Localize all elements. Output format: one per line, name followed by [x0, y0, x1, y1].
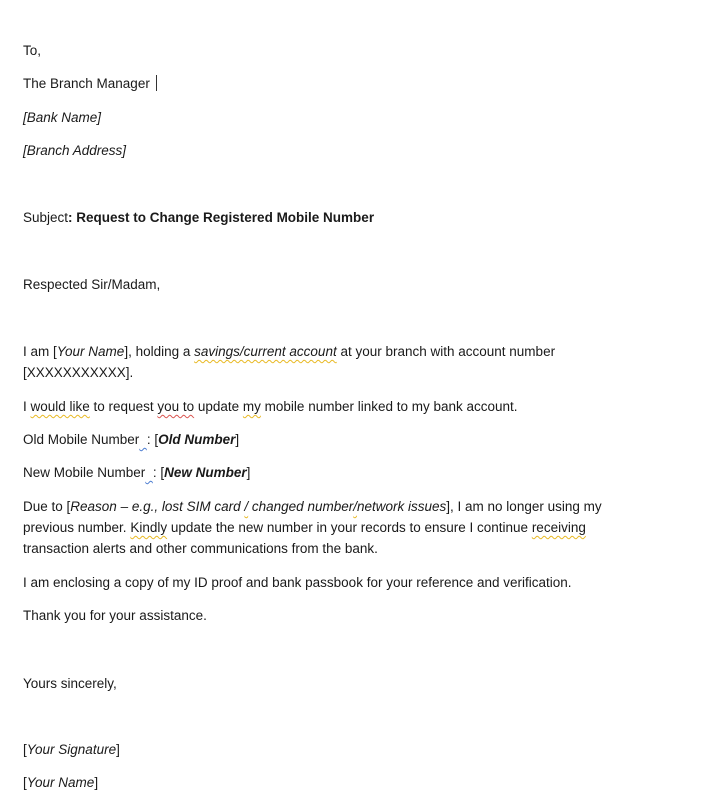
signature-close: ] [116, 742, 120, 757]
account-type-placeholder: savings/current account [194, 344, 337, 359]
text-cursor [156, 75, 157, 91]
new-mobile-number-line [23, 462, 250, 483]
old-number-placeholder: Old Number [158, 432, 236, 447]
subject-text: : Request to Change Registered Mobile Number [68, 210, 375, 225]
p3-receiving: receiving [531, 520, 586, 535]
signature-open: [ [23, 742, 27, 757]
to-line [23, 40, 41, 61]
paragraph-4 [23, 572, 572, 593]
closing-line [23, 673, 117, 694]
p3-text-a: Due to [ [23, 499, 71, 514]
paragraph-5 [23, 605, 207, 626]
name-close: ] [94, 775, 99, 790]
to-text: To, [23, 43, 42, 58]
new-number-close: ] [246, 465, 251, 480]
name-line [23, 772, 98, 793]
signature-placeholder: Your Signature [26, 742, 117, 757]
old-mobile-number-line [23, 429, 239, 450]
recipient-text: The Branch Manager [23, 76, 150, 91]
subject-line [23, 207, 374, 228]
subject-label: Subject [23, 210, 69, 225]
old-number-label: Old Mobile Number [23, 432, 140, 447]
p4-text: I am enclosing a copy of my ID proof and bank passbook for your reference and verification. [23, 575, 572, 590]
reason-slash-2: / [353, 499, 357, 514]
old-number-close: ] [235, 432, 240, 447]
signature-line [23, 739, 120, 760]
reason-placeholder-c: network issues [356, 499, 447, 514]
new-number-placeholder: New Number [164, 465, 247, 480]
new-number-label: New Mobile Number [23, 465, 146, 480]
your-name-placeholder: Your Name [56, 344, 125, 359]
p3-text-e: transaction alerts and other communications from the bank. [23, 541, 378, 556]
p2-text-a: I [23, 399, 31, 414]
name-placeholder: Your Name [26, 775, 95, 790]
paragraph-3-line-1 [23, 496, 602, 517]
p1-text-b: ], holding a [124, 344, 195, 359]
paragraph-3-line-3 [23, 538, 378, 559]
branch-address-line [23, 140, 126, 161]
p2-text-c: update [194, 399, 243, 414]
reason-placeholder-b: changed number [248, 499, 354, 514]
old-number-space [139, 432, 147, 447]
new-number-open: [ [156, 465, 165, 480]
new-number-space [145, 465, 153, 480]
closing-text: Yours sincerely, [23, 676, 117, 691]
account-number-placeholder: [XXXXXXXXXXX]. [23, 365, 134, 380]
recipient-line [23, 73, 157, 94]
p2-would-like: would like [30, 399, 90, 414]
paragraph-3-line-2 [23, 517, 586, 538]
p2-text-b: to request [89, 399, 158, 414]
p3-text-c: previous number. [23, 520, 131, 535]
p3-text-d: update the new number in your records to ensure I continue [167, 520, 532, 535]
p3-text-b: ], I am no longer using my [446, 499, 602, 514]
reason-slash-1: / [244, 499, 249, 514]
name-open: [ [23, 775, 27, 790]
new-number-colon: : [152, 465, 157, 480]
p1-text-a: I am [ [23, 344, 57, 359]
old-number-colon: : [146, 432, 151, 447]
bank-name-placeholder: [Bank Name] [23, 110, 102, 125]
p5-text: Thank you for your assistance. [23, 608, 207, 623]
paragraph-1-line-2 [23, 362, 133, 383]
salutation-line [23, 274, 160, 295]
bank-name-line [23, 107, 101, 128]
p2-text-d: mobile number linked to my bank account. [260, 399, 518, 414]
p2-my: my [242, 399, 261, 414]
branch-address-placeholder: [Branch Address] [23, 143, 127, 158]
salutation-text: Respected Sir/Madam, [23, 277, 161, 292]
p3-kindly: Kindly [130, 520, 168, 535]
reason-placeholder-a: Reason – e.g., lost SIM card [70, 499, 245, 514]
p1-text-c: at your branch with account number [336, 344, 556, 359]
paragraph-1-line-1 [23, 341, 555, 362]
old-number-open: [ [150, 432, 159, 447]
paragraph-2 [23, 396, 518, 417]
p2-you-to: you to [157, 399, 195, 414]
